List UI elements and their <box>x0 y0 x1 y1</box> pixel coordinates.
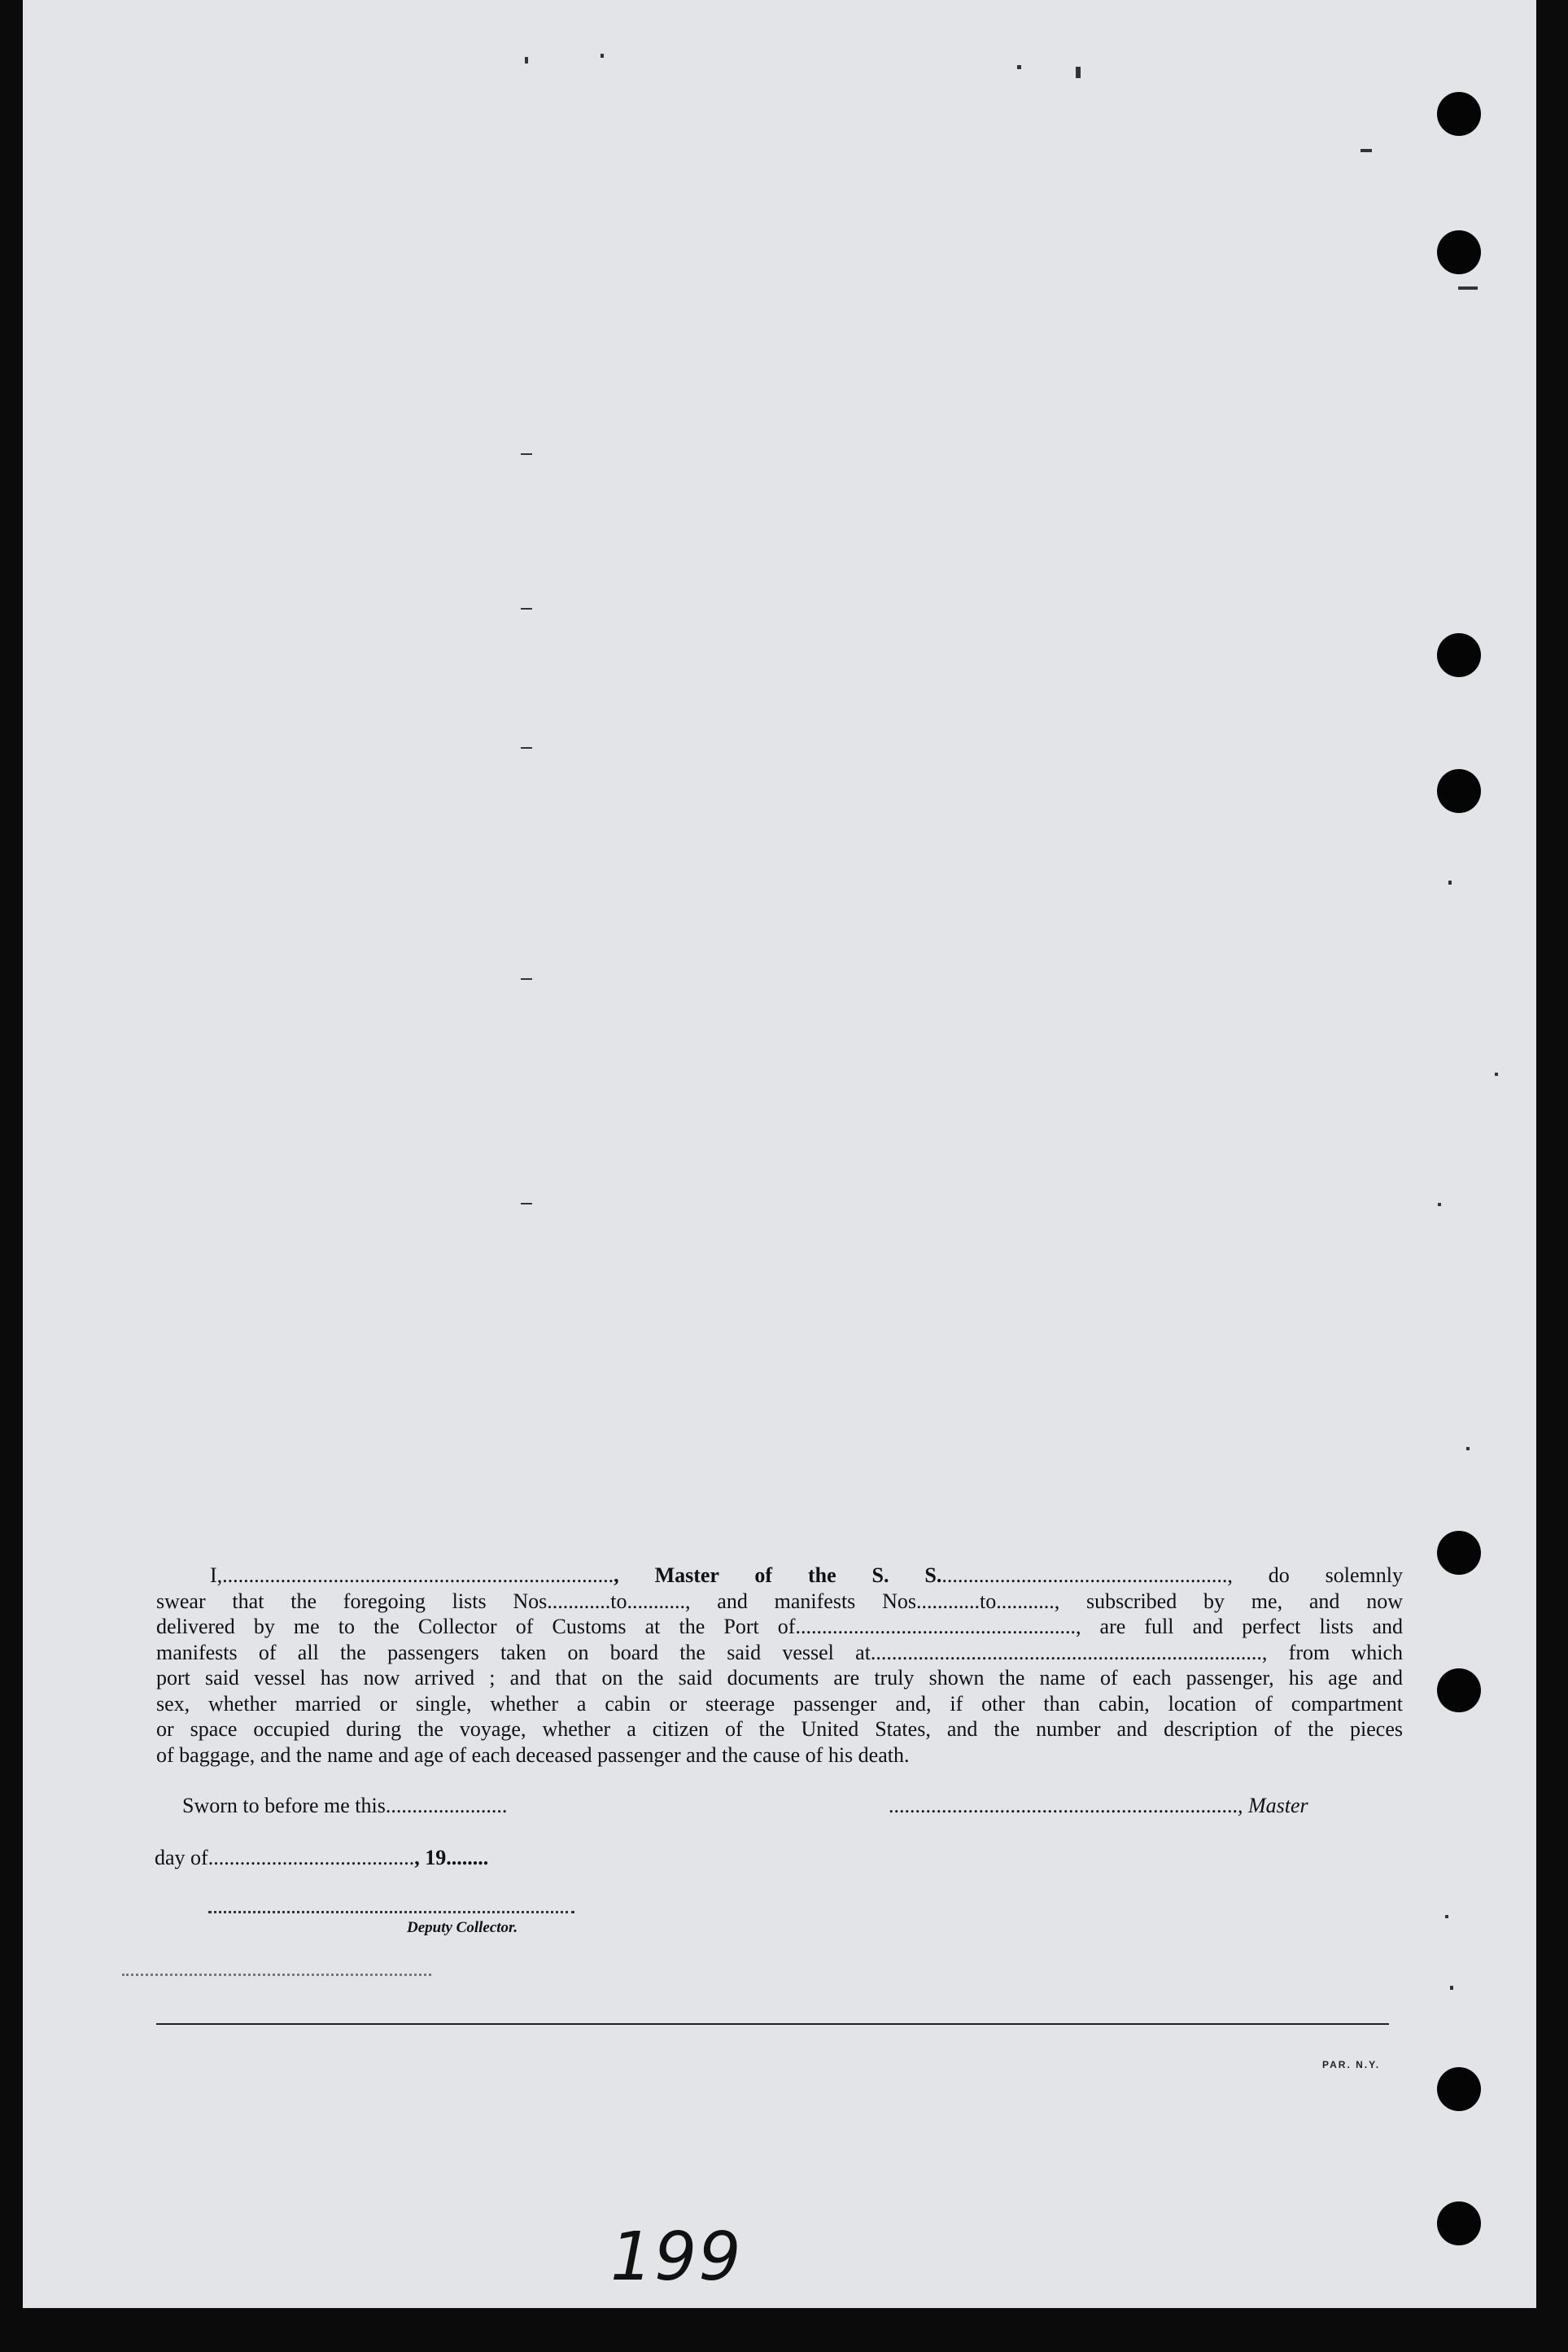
scan-speck <box>1466 1447 1470 1450</box>
sworn-to-before-me <box>182 1794 507 1818</box>
scan-border-bottom <box>0 2308 1568 2352</box>
binder-hole <box>1437 2067 1481 2111</box>
scan-speck <box>521 978 532 980</box>
master-name-blank: .......................................................................... <box>222 1563 614 1587</box>
scan-speck <box>521 608 532 610</box>
scan-speck <box>1361 149 1372 152</box>
binder-hole <box>1437 1668 1481 1712</box>
horizontal-rule <box>156 2023 1389 2025</box>
scan-speck <box>521 1203 532 1204</box>
scan-speck <box>1017 65 1021 69</box>
printer-mark: PAR. N.Y. <box>1322 2059 1381 2070</box>
binder-hole <box>1437 2201 1481 2245</box>
binder-hole <box>1437 230 1481 274</box>
oath-line-7: or space occupied during the voyage, whether a citizen of the United States, and the number and description of the pieces <box>156 1717 1403 1741</box>
binder-hole <box>1437 1531 1481 1575</box>
ship-name-blank: ...................................................... <box>941 1563 1228 1587</box>
oath-pronoun: I, <box>210 1563 223 1587</box>
oath-line-3: delivered by me to the Collector of Customs at the Port of....................................................., are full and perfect lists and <box>156 1615 1403 1638</box>
scan-speck <box>521 747 532 749</box>
day-of-row <box>155 1846 488 1870</box>
faint-dotted-row <box>122 1974 431 1976</box>
oath-line-8: of baggage, and the name and age of each deceased passenger and the cause of his death. <box>156 1742 910 1767</box>
scan-speck <box>1438 1203 1441 1206</box>
sworn-text: Sworn to before me this....................... <box>182 1794 508 1817</box>
scan-speck <box>521 453 532 455</box>
oath-line-6: sex, whether married or single, whether a cabin or steerage passenger and, if other than cabin, location of compartment <box>156 1691 1403 1716</box>
master-signature-label: , Master <box>1238 1794 1308 1817</box>
oath-line-1 <box>156 1563 1403 1589</box>
year-blank: , 19........ <box>414 1846 489 1869</box>
day-of-text: day of....................................... <box>155 1846 415 1869</box>
scan-speck <box>601 54 604 58</box>
scan-speck <box>1076 67 1081 78</box>
scan-border-left <box>0 0 23 2352</box>
deputy-collector-label: Deputy Collector. <box>407 1919 518 1936</box>
scan-border-right <box>1536 0 1568 2352</box>
scan-speck <box>1448 881 1452 885</box>
scan-speck <box>1445 1915 1448 1918</box>
oath-paragraph <box>156 1563 1403 1768</box>
master-of-ss-label: , Master of the S. S. <box>614 1563 942 1587</box>
scan-speck <box>1450 1986 1453 1990</box>
binder-hole <box>1437 769 1481 813</box>
binder-hole <box>1437 92 1481 136</box>
scan-speck <box>1458 286 1478 290</box>
oath-line-4: manifests of all the passengers taken on board the said vessel at.........................................................................., from which <box>156 1640 1403 1664</box>
oath-line-2: swear that the foregoing lists Nos............to..........., and manifests Nos............to..........., subscribed by me, and now <box>156 1589 1403 1613</box>
scan-speck <box>525 57 528 63</box>
scan-speck <box>1495 1073 1498 1076</box>
master-signature-blank: .................................................................. <box>889 1794 1238 1817</box>
master-signature-line <box>889 1794 1308 1818</box>
oath-do-solemnly: , do solemnly <box>1227 1563 1403 1587</box>
binder-hole <box>1437 633 1481 677</box>
oath-line-5: port said vessel has now arrived ; and that on the said documents are truly shown the name of each passenger, his age and <box>156 1666 1403 1690</box>
deputy-signature-line <box>208 1911 574 1913</box>
document-page <box>23 0 1536 2308</box>
handwritten-page-number: 199 <box>610 2219 743 2296</box>
